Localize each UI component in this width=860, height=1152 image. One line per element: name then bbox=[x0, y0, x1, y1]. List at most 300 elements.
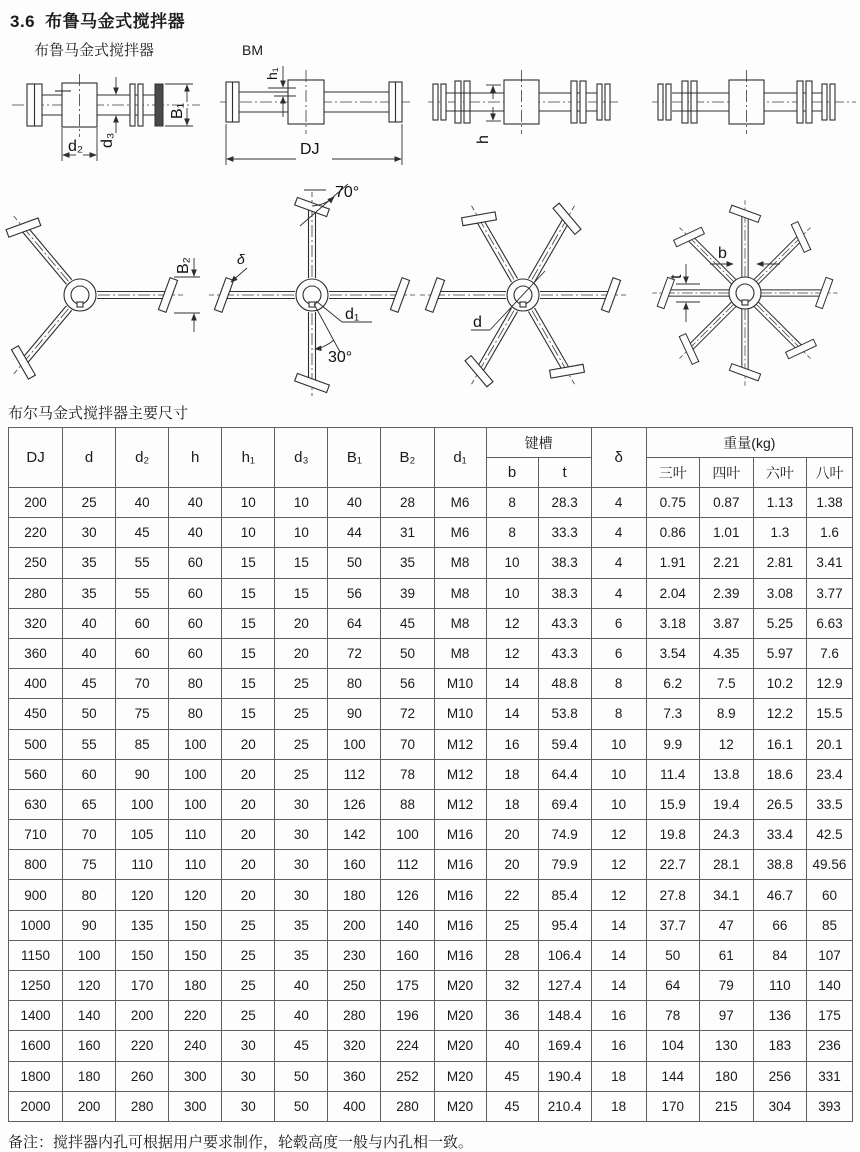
table-cell: 42.5 bbox=[806, 820, 852, 850]
table-cell: 300 bbox=[169, 1061, 222, 1091]
table-cell: 72 bbox=[381, 699, 434, 729]
table-cell: 5.25 bbox=[753, 608, 806, 638]
table-cell: 183 bbox=[753, 1031, 806, 1061]
table-cell: 150 bbox=[116, 940, 169, 970]
table-cell: 180 bbox=[328, 880, 381, 910]
table-cell: 10 bbox=[222, 488, 275, 518]
table-cell: 27.8 bbox=[646, 880, 699, 910]
table-cell: 6.2 bbox=[646, 669, 699, 699]
table-cell: 8 bbox=[486, 518, 538, 548]
table-cell: 85 bbox=[116, 729, 169, 759]
table-cell: 104 bbox=[646, 1031, 699, 1061]
table-row bbox=[9, 910, 853, 940]
table-cell: 80 bbox=[169, 699, 222, 729]
table-cell: 2.81 bbox=[753, 548, 806, 578]
table-cell: 15 bbox=[222, 669, 275, 699]
table-cell: 1150 bbox=[9, 940, 63, 970]
table-cell: M20 bbox=[434, 1001, 486, 1031]
table-cell: 10 bbox=[275, 518, 328, 548]
side-view-drawings bbox=[0, 62, 860, 180]
table-cell: 33.4 bbox=[753, 820, 806, 850]
table-cell: M8 bbox=[434, 548, 486, 578]
dim-label-B2: B₂ bbox=[175, 257, 192, 274]
table-row bbox=[9, 820, 853, 850]
table-cell: 20 bbox=[222, 850, 275, 880]
table-cell: 12 bbox=[591, 820, 646, 850]
table-cell: 50 bbox=[275, 1061, 328, 1091]
table-cell: 6.63 bbox=[806, 608, 852, 638]
col-header-t: t bbox=[538, 458, 591, 488]
table-cell: M8 bbox=[434, 578, 486, 608]
table-caption: 布尔马金式搅拌器主要尺寸 bbox=[8, 405, 189, 422]
table-row bbox=[9, 1091, 853, 1121]
table-cell: 14 bbox=[591, 940, 646, 970]
table-cell: 500 bbox=[9, 729, 63, 759]
table-cell: 100 bbox=[381, 820, 434, 850]
table-cell: 10 bbox=[591, 789, 646, 819]
table-cell: 20 bbox=[275, 638, 328, 668]
table-cell: 24.3 bbox=[699, 820, 753, 850]
table-cell: 30 bbox=[275, 789, 328, 819]
table-cell: 10 bbox=[591, 729, 646, 759]
table-cell: 45 bbox=[275, 1031, 328, 1061]
table-cell: 0.87 bbox=[699, 488, 753, 518]
table-cell: 12 bbox=[591, 880, 646, 910]
table-cell: 90 bbox=[63, 910, 116, 940]
table-cell: 28 bbox=[381, 488, 434, 518]
table-cell: 106.4 bbox=[538, 940, 591, 970]
table-cell: 110 bbox=[116, 850, 169, 880]
table-cell: 112 bbox=[328, 759, 381, 789]
table-row bbox=[9, 699, 853, 729]
table-cell: 1400 bbox=[9, 1001, 63, 1031]
table-cell: 88 bbox=[381, 789, 434, 819]
table-cell: 49.56 bbox=[806, 850, 852, 880]
table-cell: 800 bbox=[9, 850, 63, 880]
table-cell: M20 bbox=[434, 1061, 486, 1091]
table-cell: 148.4 bbox=[538, 1001, 591, 1031]
table-cell: M10 bbox=[434, 669, 486, 699]
table-cell: 70 bbox=[116, 669, 169, 699]
table-body bbox=[9, 488, 853, 1122]
table-cell: 60 bbox=[116, 608, 169, 638]
table-cell: 20 bbox=[222, 729, 275, 759]
table-cell: 48.8 bbox=[538, 669, 591, 699]
table-row bbox=[9, 1001, 853, 1031]
table-cell: 75 bbox=[116, 699, 169, 729]
table-cell: 9.9 bbox=[646, 729, 699, 759]
table-cell: 175 bbox=[806, 1001, 852, 1031]
dim-label-delta: δ bbox=[237, 251, 245, 267]
table-cell: M16 bbox=[434, 880, 486, 910]
table-row bbox=[9, 608, 853, 638]
table-cell: M20 bbox=[434, 1031, 486, 1061]
table-cell: M16 bbox=[434, 850, 486, 880]
table-cell: 10 bbox=[591, 759, 646, 789]
table-cell: 34.1 bbox=[699, 880, 753, 910]
table-cell: 3.08 bbox=[753, 578, 806, 608]
drawing-side-view-4 bbox=[652, 70, 856, 134]
table-cell: 160 bbox=[63, 1031, 116, 1061]
header-row-groups bbox=[9, 428, 853, 458]
table-cell: 280 bbox=[116, 1091, 169, 1121]
table-cell: 50 bbox=[63, 699, 116, 729]
table-cell: 360 bbox=[328, 1061, 381, 1091]
table-cell: 144 bbox=[646, 1061, 699, 1091]
table-cell: 10.2 bbox=[753, 669, 806, 699]
table-cell: 200 bbox=[116, 1001, 169, 1031]
table-cell: 220 bbox=[116, 1031, 169, 1061]
table-cell: 320 bbox=[9, 608, 63, 638]
table-cell: 331 bbox=[806, 1061, 852, 1091]
table-cell: 126 bbox=[381, 880, 434, 910]
footnote: 备注：搅拌器内孔可根据用户要求制作，轮毂高度一般与内孔相一致。 bbox=[8, 1133, 474, 1151]
table-cell: 1.91 bbox=[646, 548, 699, 578]
table-cell: 16 bbox=[591, 1031, 646, 1061]
dim-label-h: h bbox=[475, 135, 492, 144]
table-cell: 50 bbox=[328, 548, 381, 578]
table-cell: 110 bbox=[169, 820, 222, 850]
table-cell: 35 bbox=[275, 910, 328, 940]
table-cell: 393 bbox=[806, 1091, 852, 1121]
table-cell: 2.39 bbox=[699, 578, 753, 608]
table-cell: 110 bbox=[169, 850, 222, 880]
table-cell: 4 bbox=[591, 488, 646, 518]
table-cell: 50 bbox=[381, 638, 434, 668]
table-cell: 8 bbox=[591, 669, 646, 699]
table-cell: 180 bbox=[63, 1061, 116, 1091]
table-cell: 47 bbox=[699, 910, 753, 940]
table-cell: 710 bbox=[9, 820, 63, 850]
table-cell: 30 bbox=[275, 850, 328, 880]
table-cell: 31 bbox=[381, 518, 434, 548]
table-cell: 90 bbox=[328, 699, 381, 729]
table-cell: 30 bbox=[275, 820, 328, 850]
table-cell: 79.9 bbox=[538, 850, 591, 880]
table-cell: 22 bbox=[486, 880, 538, 910]
table-cell: 1.6 bbox=[806, 518, 852, 548]
product-line bbox=[0, 32, 860, 62]
table-cell: M8 bbox=[434, 638, 486, 668]
col-header-h1: h₁ bbox=[222, 428, 275, 488]
dimensions-table bbox=[8, 427, 853, 1122]
table-cell: 18 bbox=[486, 789, 538, 819]
col-group-keyway: 键槽 bbox=[486, 428, 591, 458]
table-cell: 400 bbox=[9, 669, 63, 699]
table-cell: 140 bbox=[381, 910, 434, 940]
dim-label-d1: d₁ bbox=[345, 306, 360, 323]
table-cell: 110 bbox=[753, 971, 806, 1001]
table-cell: 43.3 bbox=[538, 638, 591, 668]
table-cell: 20 bbox=[222, 759, 275, 789]
table-cell: 40 bbox=[169, 488, 222, 518]
table-cell: 100 bbox=[116, 789, 169, 819]
table-cell: 150 bbox=[169, 940, 222, 970]
table-cell: 38.8 bbox=[753, 850, 806, 880]
table-cell: 142 bbox=[328, 820, 381, 850]
table-cell: 3.18 bbox=[646, 608, 699, 638]
table-cell: 3.87 bbox=[699, 608, 753, 638]
table-cell: 33.5 bbox=[806, 789, 852, 819]
table-cell: 8.9 bbox=[699, 699, 753, 729]
table-cell: 4 bbox=[591, 548, 646, 578]
table-cell: 56 bbox=[328, 578, 381, 608]
table-cell: 3.41 bbox=[806, 548, 852, 578]
table-cell: 15 bbox=[275, 548, 328, 578]
table-cell: 32 bbox=[486, 971, 538, 1001]
table-cell: 30 bbox=[222, 1031, 275, 1061]
table-cell: 560 bbox=[9, 759, 63, 789]
table-cell: 200 bbox=[328, 910, 381, 940]
table-cell: 79 bbox=[699, 971, 753, 1001]
table-cell: 33.3 bbox=[538, 518, 591, 548]
table-row bbox=[9, 850, 853, 880]
table-cell: M16 bbox=[434, 910, 486, 940]
table-cell: 100 bbox=[63, 940, 116, 970]
table-row bbox=[9, 1061, 853, 1091]
dim-label-DJ: DJ bbox=[300, 141, 320, 158]
table-row bbox=[9, 518, 853, 548]
table-cell: 30 bbox=[222, 1091, 275, 1121]
drawing-top-view-3-blade bbox=[1, 205, 200, 385]
table-cell: 78 bbox=[646, 1001, 699, 1031]
table-cell: 20 bbox=[222, 880, 275, 910]
table-cell: 630 bbox=[9, 789, 63, 819]
table-cell: 70 bbox=[63, 820, 116, 850]
table-cell: 60 bbox=[169, 638, 222, 668]
table-cell: 2.21 bbox=[699, 548, 753, 578]
page-title bbox=[0, 0, 860, 32]
dim-label-d: d bbox=[473, 314, 482, 331]
table-row bbox=[9, 638, 853, 668]
table-cell: 18 bbox=[591, 1061, 646, 1091]
table-cell: M20 bbox=[434, 1091, 486, 1121]
table-cell: 66 bbox=[753, 910, 806, 940]
table-cell: 25 bbox=[222, 940, 275, 970]
table-cell: 1800 bbox=[9, 1061, 63, 1091]
section-number: 3.6 bbox=[10, 12, 36, 31]
table-cell: 40 bbox=[63, 638, 116, 668]
table-cell: M6 bbox=[434, 488, 486, 518]
table-cell: 69.4 bbox=[538, 789, 591, 819]
table-cell: 3.77 bbox=[806, 578, 852, 608]
table-cell: 12.2 bbox=[753, 699, 806, 729]
table-cell: 55 bbox=[63, 729, 116, 759]
table-cell: 40 bbox=[275, 1001, 328, 1031]
table-cell: M20 bbox=[434, 971, 486, 1001]
table-cell: 210.4 bbox=[538, 1091, 591, 1121]
table-cell: 60 bbox=[116, 638, 169, 668]
dim-label-b: b bbox=[718, 245, 727, 262]
table-cell: 20 bbox=[222, 789, 275, 819]
table-cell: 260 bbox=[116, 1061, 169, 1091]
table-cell: 120 bbox=[169, 880, 222, 910]
table-cell: 15 bbox=[275, 578, 328, 608]
table-cell: 36 bbox=[486, 1001, 538, 1031]
table-cell: 56 bbox=[381, 669, 434, 699]
table-cell: 220 bbox=[9, 518, 63, 548]
col-header-B1: B₁ bbox=[328, 428, 381, 488]
table-cell: 45 bbox=[63, 669, 116, 699]
model-code: BM bbox=[242, 42, 264, 58]
table-cell: 20 bbox=[486, 820, 538, 850]
table-cell: 7.3 bbox=[646, 699, 699, 729]
table-cell: 7.6 bbox=[806, 638, 852, 668]
table-cell: 16 bbox=[486, 729, 538, 759]
table-cell: 220 bbox=[169, 1001, 222, 1031]
table-cell: 28.3 bbox=[538, 488, 591, 518]
table-cell: 230 bbox=[328, 940, 381, 970]
table-cell: 40 bbox=[169, 518, 222, 548]
table-cell: M12 bbox=[434, 789, 486, 819]
drawing-top-view-6-blade bbox=[420, 197, 626, 393]
table-cell: 28.1 bbox=[699, 850, 753, 880]
table-cell: 39 bbox=[381, 578, 434, 608]
table-cell: 90 bbox=[116, 759, 169, 789]
table-cell: 13.8 bbox=[699, 759, 753, 789]
table-cell: 30 bbox=[275, 880, 328, 910]
table-cell: 12.9 bbox=[806, 669, 852, 699]
col-header-h: h bbox=[169, 428, 222, 488]
table-cell: 130 bbox=[699, 1031, 753, 1061]
table-cell: 135 bbox=[116, 910, 169, 940]
table-cell: 74.9 bbox=[538, 820, 591, 850]
table-cell: 40 bbox=[486, 1031, 538, 1061]
table-cell: 37.7 bbox=[646, 910, 699, 940]
table-cell: 320 bbox=[328, 1031, 381, 1061]
table-cell: 97 bbox=[699, 1001, 753, 1031]
drawing-side-view-1 bbox=[12, 74, 200, 161]
dim-label-70deg: 70° bbox=[335, 184, 360, 201]
table-row bbox=[9, 488, 853, 518]
table-cell: 900 bbox=[9, 880, 63, 910]
section-title: 布鲁马金式搅拌器 bbox=[45, 12, 186, 31]
top-view-drawings bbox=[0, 180, 860, 396]
table-cell: 25 bbox=[275, 759, 328, 789]
table-cell: M16 bbox=[434, 820, 486, 850]
table-cell: M12 bbox=[434, 759, 486, 789]
table-cell: 64 bbox=[646, 971, 699, 1001]
table-cell: 280 bbox=[9, 578, 63, 608]
table-cell: 175 bbox=[381, 971, 434, 1001]
table-cell: 64.4 bbox=[538, 759, 591, 789]
table-cell: 28 bbox=[486, 940, 538, 970]
table-cell: 7.5 bbox=[699, 669, 753, 699]
table-cell: 19.8 bbox=[646, 820, 699, 850]
table-cell: 100 bbox=[169, 729, 222, 759]
table-cell: M12 bbox=[434, 729, 486, 759]
table-cell: 10 bbox=[486, 578, 538, 608]
table-cell: 14 bbox=[591, 971, 646, 1001]
table-cell: 14 bbox=[486, 699, 538, 729]
table-cell: 64 bbox=[328, 608, 381, 638]
drawing-side-view-3 bbox=[428, 70, 618, 144]
table-cell: 2000 bbox=[9, 1091, 63, 1121]
table-cell: 280 bbox=[381, 1091, 434, 1121]
table-cell: 180 bbox=[699, 1061, 753, 1091]
table-cell: 169.4 bbox=[538, 1031, 591, 1061]
table-cell: 1250 bbox=[9, 971, 63, 1001]
table-cell: 15 bbox=[222, 699, 275, 729]
table-cell: 100 bbox=[169, 789, 222, 819]
table-cell: 55 bbox=[116, 578, 169, 608]
table-cell: 20 bbox=[222, 820, 275, 850]
table-cell: 150 bbox=[169, 910, 222, 940]
table-cell: 15.9 bbox=[646, 789, 699, 819]
table-cell: 250 bbox=[328, 971, 381, 1001]
table-row bbox=[9, 759, 853, 789]
table-row bbox=[9, 971, 853, 1001]
table-cell: 18.6 bbox=[753, 759, 806, 789]
col-header-delta: δ bbox=[591, 428, 646, 488]
table-cell: 160 bbox=[328, 850, 381, 880]
table-cell: 105 bbox=[116, 820, 169, 850]
table-cell: 80 bbox=[328, 669, 381, 699]
table-cell: 8 bbox=[591, 699, 646, 729]
table-cell: 224 bbox=[381, 1031, 434, 1061]
table-cell: 1.01 bbox=[699, 518, 753, 548]
table-cell: 25 bbox=[275, 729, 328, 759]
table-cell: 15.5 bbox=[806, 699, 852, 729]
table-cell: 78 bbox=[381, 759, 434, 789]
table-cell: 60 bbox=[63, 759, 116, 789]
table-cell: 6 bbox=[591, 638, 646, 668]
table-cell: 360 bbox=[9, 638, 63, 668]
table-row bbox=[9, 1031, 853, 1061]
col-header-d2: d₂ bbox=[116, 428, 169, 488]
table-cell: 38.3 bbox=[538, 578, 591, 608]
table-cell: 44 bbox=[328, 518, 381, 548]
col-header-8blade: 八叶 bbox=[806, 458, 852, 488]
table-cell: 4 bbox=[591, 578, 646, 608]
table-cell: 25 bbox=[63, 488, 116, 518]
table-cell: M6 bbox=[434, 518, 486, 548]
table-cell: 15 bbox=[222, 638, 275, 668]
table-cell: 200 bbox=[9, 488, 63, 518]
table-cell: 1.38 bbox=[806, 488, 852, 518]
table-cell: 65 bbox=[63, 789, 116, 819]
col-header-b: b bbox=[486, 458, 538, 488]
table-cell: 120 bbox=[63, 971, 116, 1001]
table-cell: 0.75 bbox=[646, 488, 699, 518]
table-cell: 40 bbox=[275, 971, 328, 1001]
col-header-3blade: 三叶 bbox=[646, 458, 699, 488]
table-cell: 55 bbox=[116, 548, 169, 578]
table-cell: 1.13 bbox=[753, 488, 806, 518]
table-cell: 25 bbox=[486, 910, 538, 940]
table-cell: 190.4 bbox=[538, 1061, 591, 1091]
dim-label-t: t bbox=[668, 274, 685, 279]
table-row bbox=[9, 880, 853, 910]
table-cell: 25 bbox=[222, 910, 275, 940]
table-cell: 4 bbox=[591, 518, 646, 548]
table-cell: 450 bbox=[9, 699, 63, 729]
table-cell: 8 bbox=[486, 488, 538, 518]
col-header-d3: d₃ bbox=[275, 428, 328, 488]
col-header-4blade: 四叶 bbox=[699, 458, 753, 488]
table-cell: 84 bbox=[753, 940, 806, 970]
table-cell: 12 bbox=[591, 850, 646, 880]
table-cell: 112 bbox=[381, 850, 434, 880]
table-cell: 12 bbox=[486, 638, 538, 668]
table-cell: 14 bbox=[591, 910, 646, 940]
table-cell: 25 bbox=[222, 971, 275, 1001]
table-cell: 20 bbox=[486, 850, 538, 880]
col-header-6blade: 六叶 bbox=[753, 458, 806, 488]
table-cell: 18 bbox=[591, 1091, 646, 1121]
table-cell: 304 bbox=[753, 1091, 806, 1121]
table-cell: 100 bbox=[169, 759, 222, 789]
